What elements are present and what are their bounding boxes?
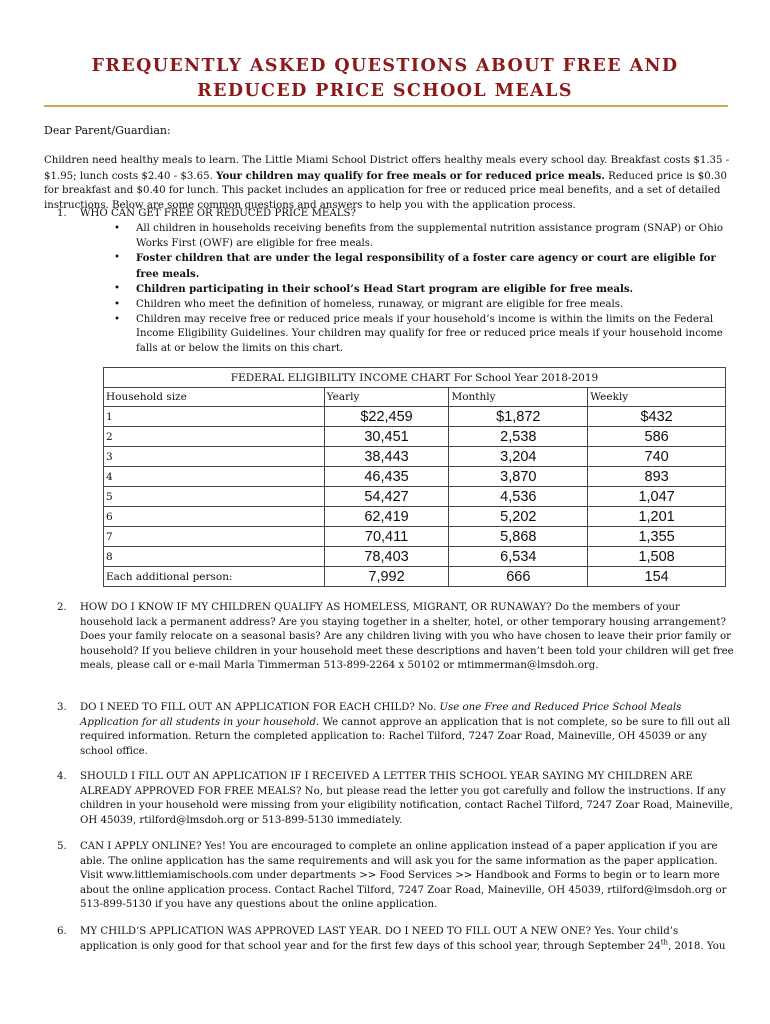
question-5 xyxy=(44,840,734,913)
household-size-cell: 4 xyxy=(104,467,325,487)
household-size-cell: 1 xyxy=(104,407,325,427)
question-number: 3. xyxy=(57,702,67,713)
yearly-cell: 30,451 xyxy=(324,427,449,447)
question-number: 2. xyxy=(57,602,67,613)
list-item: • Children may receive free or reduced price meals if your household’s income is within the limits on the Federal Income Eligibility Guidelines. Your children may qualify for free or reduced price meals if your household income falls at or below the limits on this chart. xyxy=(114,313,723,354)
page-title xyxy=(0,54,770,104)
income-eligibility-table xyxy=(103,367,726,587)
yearly-cell: 70,411 xyxy=(324,527,449,547)
table-row xyxy=(104,427,726,447)
weekly-cell: 1,201 xyxy=(588,507,726,527)
column-header: Yearly xyxy=(324,388,449,407)
column-header: Weekly xyxy=(588,388,726,407)
intro-text-1: Children need healthy meals to learn. The Little Miami School District offers healthy meals every school day. Breakfast costs $1.35 - $1.95; lunch costs $2.40 - $3.65. xyxy=(44,155,730,182)
intro-text-2: Reduced price is $0.30 for breakfast and $0.40 for lunch. This packet includes an application for free or reduced price meal benefits, and a set of detailed instructions. Below are some common questions and answers to help you with the application process. xyxy=(44,170,727,211)
question-number: 1. xyxy=(57,208,67,219)
title-line-1: FREQUENTLY ASKED QUESTIONS ABOUT FREE AND xyxy=(91,56,679,76)
question-2 xyxy=(44,601,734,674)
yearly-cell: 46,435 xyxy=(324,467,449,487)
household-size-cell: Each additional person: xyxy=(104,567,325,587)
weekly-cell: 1,355 xyxy=(588,527,726,547)
table-row xyxy=(104,527,726,547)
monthly-cell: 5,868 xyxy=(449,527,588,547)
household-size-cell: 2 xyxy=(104,427,325,447)
monthly-cell: 3,204 xyxy=(449,447,588,467)
table-header-row xyxy=(104,388,726,407)
household-size-cell: 8 xyxy=(104,547,325,567)
monthly-cell: 4,536 xyxy=(449,487,588,507)
question-1 xyxy=(44,207,734,222)
monthly-cell: 2,538 xyxy=(449,427,588,447)
weekly-cell: 586 xyxy=(588,427,726,447)
bullet-icon: • xyxy=(114,313,121,325)
weekly-cell: 1,047 xyxy=(588,487,726,507)
intro-bold: Your children may qualify for free meals or for reduced price meals. xyxy=(216,169,605,182)
yearly-cell: $22,459 xyxy=(324,407,449,427)
question-number: 4. xyxy=(57,771,67,782)
monthly-cell: $1,872 xyxy=(449,407,588,427)
yearly-cell: 78,403 xyxy=(324,547,449,567)
table-row xyxy=(104,467,726,487)
title-divider xyxy=(44,105,728,107)
table-row xyxy=(104,507,726,527)
weekly-cell: 154 xyxy=(588,567,726,587)
column-header: Household size xyxy=(104,388,325,407)
table-row xyxy=(104,487,726,507)
title-line-2: REDUCED PRICE SCHOOL MEALS xyxy=(197,81,573,101)
monthly-cell: 5,202 xyxy=(449,507,588,527)
household-size-cell: 7 xyxy=(104,527,325,547)
yearly-cell: 38,443 xyxy=(324,447,449,467)
bullet-icon: • xyxy=(114,283,121,295)
yearly-cell: 54,427 xyxy=(324,487,449,507)
bullet-icon: • xyxy=(114,223,121,234)
table-row xyxy=(104,567,726,587)
intro-paragraph xyxy=(44,154,732,213)
question-text: CAN I APPLY ONLINE? Yes! You are encouraged to complete an online application instead of a paper application if you are able. The online application has the same requirements and will ask you for the same information as the paper application. Visit www.littlemiamischools.com under departments >> Food Services >> Handbook and Forms to begin or to learn more about the online application process. Contact Rachel Tilford, 7247 Zoar Road, Maineville, OH 45039, rtilford@lmsdoh.org or 513-899-5130 if you have any questions about the online application. xyxy=(80,841,727,911)
question-3 xyxy=(44,701,734,759)
list-item: • Foster children that are under the legal responsibility of a foster care agency or court are eligible for free meals. xyxy=(114,252,716,280)
monthly-cell: 3,870 xyxy=(449,467,588,487)
question-text: DO I NEED TO FILL OUT AN APPLICATION FOR EACH CHILD? No. Use one Free and Reduced Price School Meals Application for all students in your household. We cannot approve an application that is not complete, so be sure to fill out all required information. Return the completed application to: Rachel Tilford, 7247 Zoar Road, Maineville, OH 45039 or any school office. xyxy=(80,702,731,757)
question-text: SHOULD I FILL OUT AN APPLICATION IF I RECEIVED A LETTER THIS SCHOOL YEAR SAYING MY CHILDREN ARE ALREADY APPROVED FOR FREE MEALS? No, but please read the letter you got carefully and follow the instructions. If any children in your household were missing from your eligibility notification, contact Rachel Tilford, 7247 Zoar Road, Maineville, OH 45039, rtilford@lmsdoh.org or 513-899-5130 immediately. xyxy=(80,771,733,826)
table-row xyxy=(104,547,726,567)
weekly-cell: 893 xyxy=(588,467,726,487)
weekly-cell: 1,508 xyxy=(588,547,726,567)
eligibility-list xyxy=(108,222,728,356)
bullet-icon: • xyxy=(114,298,121,310)
household-size-cell: 3 xyxy=(104,447,325,467)
list-item: • Children who meet the definition of homeless, runaway, or migrant are eligible for free meals. xyxy=(108,298,728,313)
yearly-cell: 62,419 xyxy=(324,507,449,527)
column-header: Monthly xyxy=(449,388,588,407)
question-text: HOW DO I KNOW IF MY CHILDREN QUALIFY AS HOMELESS, MIGRANT, OR RUNAWAY? Do the members of your household lack a permanent address? Are you staying together in a shelter, hotel, or other temporary housing arrangement? Does your family relocate on a seasonal basis? Are any children living with you who have chosen to leave their prior family or household? If you believe children in your household meet these descriptions and haven’t been told your children will get free meals, please call or e-mail Marla Timmerman 513-899-2264 x 50102 or mtimmerman@lmsdoh.org. xyxy=(80,602,734,672)
monthly-cell: 6,534 xyxy=(449,547,588,567)
monthly-cell: 666 xyxy=(449,567,588,587)
weekly-cell: 740 xyxy=(588,447,726,467)
table-caption: FEDERAL ELIGIBILITY INCOME CHART For School Year 2018-2019 xyxy=(104,368,726,388)
weekly-cell: $432 xyxy=(588,407,726,427)
yearly-cell: 7,992 xyxy=(324,567,449,587)
question-number: 5. xyxy=(57,841,67,852)
household-size-cell: 5 xyxy=(104,487,325,507)
question-6 xyxy=(44,925,734,954)
question-title: WHO CAN GET FREE OR REDUCED PRICE MEALS? xyxy=(80,208,356,219)
list-item: • Children participating in their school’s Head Start program are eligible for free meals. xyxy=(114,283,634,296)
table-row xyxy=(104,407,726,427)
household-size-cell: 6 xyxy=(104,507,325,527)
bullet-icon: • xyxy=(114,252,121,264)
list-item: • All children in households receiving benefits from the supplemental nutrition assistance program (SNAP) or Ohio Works First (OWF) are eligible for free meals. xyxy=(114,223,724,249)
table-row xyxy=(104,447,726,467)
question-text: MY CHILD’S APPLICATION WAS APPROVED LAST YEAR. DO I NEED TO FILL OUT A NEW ONE? Yes. Your child’s application is only good for that school year and for the first few days of this school year, through September 24th, 2018. You xyxy=(80,926,726,952)
question-4 xyxy=(44,770,734,828)
question-number: 6. xyxy=(57,926,67,937)
greeting: Dear Parent/Guardian: xyxy=(44,124,171,137)
